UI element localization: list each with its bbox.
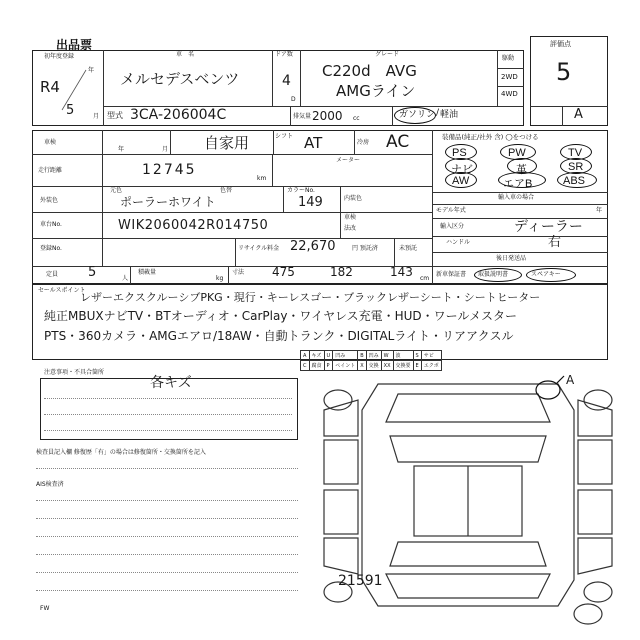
equip-sr: SR	[568, 161, 584, 173]
ac-label: 冷房	[357, 139, 370, 146]
equip-airbag: エアB	[503, 178, 533, 190]
equipment-note: 装備品(純正/社外 含) ◯をつける	[442, 133, 539, 141]
drive-label: 駆動	[502, 55, 515, 62]
car-diagram	[318, 370, 618, 636]
reg-no-label: 登録No.	[40, 245, 62, 252]
exterior-color: ポーラーホワイト	[120, 195, 216, 209]
sales-points-label: セールスポイント	[38, 287, 86, 294]
score-label: 評価点	[550, 40, 571, 48]
equip-aw: AW	[452, 175, 470, 187]
width-value: 182	[330, 265, 353, 279]
model-label: 型式	[107, 111, 123, 120]
sales-point-line1: レザーエクスクルーシブPKG・現行・キーレスゴー・ブラックレザーシート・シートヒーター	[80, 291, 541, 304]
inspector-note: 検査員記入欄 修復歴「有」の場合は修復箇所・交換箇所を記入	[36, 449, 206, 456]
drive-2wd: 2WD	[501, 73, 518, 81]
interior-score: A	[574, 107, 583, 122]
equip-ps: PS	[452, 147, 467, 159]
make-label: 車 名	[176, 51, 195, 58]
vin-value: WIK2060042R014750	[118, 218, 269, 233]
ac-value: AC	[386, 132, 410, 152]
meter-label: メーター	[336, 157, 361, 164]
sales-point-line2: 純正MBUXナビTV・BTオーディオ・CarPlay・ワイヤレス充電・HUD・ワールメスター	[44, 309, 518, 323]
height-value: 143	[390, 265, 413, 279]
equip-tv: TV	[568, 147, 583, 159]
first-reg-year: R4	[40, 78, 60, 96]
inspection-label: 車検	[44, 139, 57, 146]
displacement-label: 排気量	[293, 113, 312, 120]
grade-line1: C220d AVG	[322, 62, 417, 80]
first-reg-label: 初年度登録	[44, 53, 75, 60]
damage-mark-a: A	[566, 373, 575, 387]
displacement-value: 2000	[312, 109, 343, 123]
first-reg-month: 5	[66, 103, 75, 118]
shift-label: シフト	[275, 133, 294, 140]
sheet-title: 出品票	[56, 38, 93, 52]
ais-label: AIS検査済	[36, 481, 64, 488]
import-category: ディーラー	[514, 219, 583, 235]
grade-line2: AMGライン	[336, 82, 416, 100]
fuel-gasoline: ガソリン	[399, 110, 436, 120]
fuel-diesel: 軽油	[440, 110, 459, 120]
sales-point-line3: PTS・360カメラ・AMGエアロ/18AW・自動トランク・DIGITALライト・リアアクスル	[44, 329, 514, 343]
capacity-value: 5	[88, 265, 97, 280]
handle-value: 右	[548, 235, 562, 250]
color-no: 149	[298, 195, 323, 210]
fw-label: FW	[40, 605, 50, 612]
capacity-label: 定員	[46, 271, 59, 278]
drive-4wd: 4WD	[501, 90, 518, 98]
use-value: 自家用	[204, 134, 250, 152]
doors-value: 4	[282, 73, 291, 89]
doors-label: ドア数	[275, 51, 293, 58]
equip-abs: ABS	[563, 175, 586, 187]
equip-pw: PW	[508, 147, 526, 159]
exterior-label: 外装色	[40, 197, 59, 204]
equip-leather: 革	[516, 164, 527, 176]
damage-legend: A キズ U 凹み B 凹み W 波 S サビ C 腐食 P ペイント X 交換 XX 交換要 E エクボ	[300, 350, 442, 371]
grade-label: グレード	[375, 51, 400, 58]
model-value: 3CA-206004C	[130, 107, 227, 123]
length-value: 475	[272, 265, 295, 279]
shift-value: AT	[304, 134, 323, 152]
make-value: メルセデスベンツ	[120, 70, 240, 88]
notes-text: 各キズ	[150, 375, 192, 391]
score-value: 5	[556, 58, 572, 86]
vin-label: 車台No.	[40, 221, 62, 228]
equip-navi: ナビ	[451, 164, 473, 176]
mileage-label: 走行距離	[38, 167, 63, 174]
mileage-value: 12745	[142, 162, 197, 178]
recycle-fee: 22,670	[290, 239, 336, 254]
lot-number: 21591	[338, 573, 383, 589]
notes-label: 注意事項・不具合箇所	[44, 369, 105, 376]
